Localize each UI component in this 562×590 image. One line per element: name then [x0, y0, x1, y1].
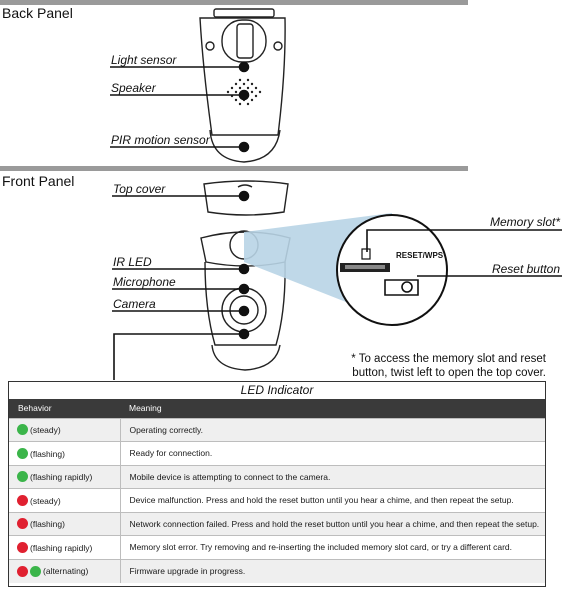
red-led-icon — [17, 495, 28, 506]
reset-wps-label: RESET/WPS — [396, 251, 444, 260]
behavior-cell — [9, 418, 120, 442]
red-led-icon — [17, 566, 28, 577]
led-indicator-table — [9, 399, 545, 583]
led-indicator-title: LED Indicator — [240, 383, 314, 397]
light-sensor-label: Light sensor — [111, 53, 177, 67]
memory-slot-label: Memory slot* — [489, 215, 560, 229]
green-led-icon — [17, 448, 28, 459]
pir-motion-sensor-label: PIR motion sensor — [111, 133, 210, 147]
led-indicator-panel — [8, 381, 546, 587]
microphone-label: Microphone — [113, 275, 176, 289]
behavior-text: (flashing rapidly) — [30, 471, 93, 482]
behavior-text: (flashing rapidly) — [30, 542, 93, 553]
behavior-cell — [9, 442, 120, 466]
back-camera-body — [200, 9, 285, 162]
led-table-header — [9, 399, 545, 418]
meaning-header: Meaning — [120, 399, 545, 418]
back-panel-title: Back Panel — [2, 5, 73, 21]
table-row — [9, 489, 545, 513]
access-note-line2: button, twist left to open the top cover. — [352, 367, 546, 379]
meaning-cell: Mobile device is attempting to connect to the camera. — [120, 465, 545, 489]
speaker-label: Speaker — [111, 81, 156, 95]
green-led-icon — [17, 471, 28, 482]
table-row — [9, 512, 545, 536]
red-led-icon — [17, 542, 28, 553]
top-cover-label: Top cover — [113, 182, 166, 196]
table-row — [9, 536, 545, 560]
meaning-cell: Device malfunction. Press and hold the reset button until you hear a chime, and then repeat the setup. — [120, 489, 545, 513]
zoom-detail — [337, 215, 447, 325]
meaning-cell: Ready for connection. — [120, 442, 545, 466]
green-led-icon — [30, 566, 41, 577]
meaning-cell: Operating correctly. — [120, 418, 545, 442]
green-led-icon — [17, 424, 28, 435]
table-row — [9, 559, 545, 583]
table-row — [9, 418, 545, 442]
behavior-text: (flashing) — [30, 518, 65, 529]
access-note — [351, 352, 546, 380]
behavior-text: (steady) — [30, 495, 61, 506]
meaning-cell: Memory slot error. Try removing and re-inserting the included memory slot card, or try a different card. — [120, 536, 545, 560]
led-table-body — [9, 418, 545, 583]
access-note-line1: * To access the memory slot and reset — [351, 353, 546, 365]
camera-label: Camera — [113, 297, 156, 311]
behavior-cell — [9, 536, 120, 560]
table-row — [9, 442, 545, 466]
behavior-cell — [9, 559, 120, 583]
behavior-cell — [9, 489, 120, 513]
behavior-text: (alternating) — [43, 566, 89, 577]
reset-button-label: Reset button — [491, 262, 560, 276]
red-led-icon — [17, 518, 28, 529]
behavior-header: Behavior — [9, 399, 120, 418]
behavior-text: (steady) — [30, 424, 61, 435]
behavior-text: (flashing) — [30, 448, 65, 459]
meaning-cell: Firmware upgrade in progress. — [120, 559, 545, 583]
table-row — [9, 465, 545, 489]
meaning-cell: Network connection failed. Press and hold the reset button until you hear a chime, and then repeat the setup. — [120, 512, 545, 536]
ir-led-label: IR LED — [113, 255, 152, 269]
behavior-cell — [9, 512, 120, 536]
front-panel-title: Front Panel — [2, 173, 75, 189]
behavior-cell — [9, 465, 120, 489]
